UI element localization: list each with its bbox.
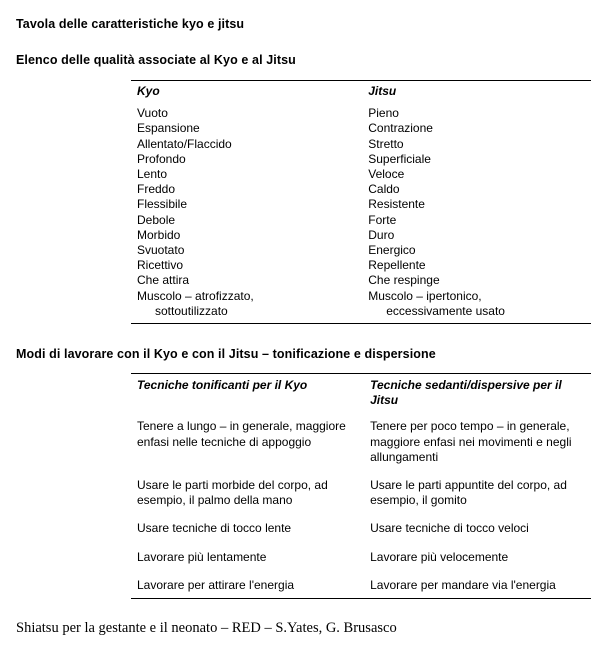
table-row [131, 243, 591, 258]
cell-sedating: Tenere per poco tempo – in generale, maggiore enfasi nei movimenti e negli allungamenti [370, 419, 572, 464]
page-title: Tavola delle caratteristiche kyo e jitsu [16, 17, 245, 31]
table-row [131, 544, 591, 572]
column-header-sedating: Tecniche sedanti/dispersive per il Jitsu [366, 374, 591, 414]
cell-jitsu: Contrazione [368, 121, 433, 136]
cell-jitsu-muscle-line2: eccessivamente usato [386, 303, 505, 318]
cell-kyo: Lento [137, 167, 168, 182]
cell-jitsu: Superficiale [368, 151, 431, 166]
table-row [131, 103, 591, 121]
cell-kyo: Ricettivo [137, 258, 184, 273]
section-heading-qualities: Elenco delle qualità associate al Kyo e al Jitsu [16, 53, 296, 67]
cell-kyo: Allentato/Flaccido [137, 136, 232, 151]
table-row [131, 152, 591, 167]
table-header-row [131, 81, 591, 104]
cell-jitsu: Repellente [368, 258, 426, 273]
cell-kyo: Svuotato [137, 243, 185, 258]
cell-kyo: Freddo [137, 182, 176, 197]
cell-jitsu: Veloce [368, 167, 405, 182]
table-row [131, 213, 591, 228]
cell-jitsu: Stretto [368, 136, 404, 151]
cell-kyo: Profondo [137, 151, 186, 166]
cell-tonifying: Lavorare per attirare l'energia [137, 577, 295, 592]
techniques-table-head [131, 374, 591, 414]
cell-kyo-muscle [131, 289, 364, 324]
cell-kyo: Espansione [137, 121, 200, 136]
cell-kyo-muscle-line2: sottoutilizzato [155, 303, 228, 318]
table-row [131, 515, 591, 543]
kyo-jitsu-table [131, 80, 591, 324]
table-row [131, 182, 591, 197]
cell-kyo: Vuoto [137, 106, 168, 121]
column-header-tonifying: Tecniche tonificanti per il Kyo [131, 374, 366, 414]
cell-sedating: Lavorare più velocemente [370, 549, 509, 564]
table-row-muscle [131, 289, 591, 324]
techniques-table [131, 373, 591, 599]
cell-sedating: Usare tecniche di tocco veloci [370, 521, 529, 536]
cell-jitsu: Caldo [368, 182, 400, 197]
table-row [131, 197, 591, 212]
cell-tonifying: Usare tecniche di tocco lente [137, 521, 292, 536]
kyo-jitsu-table-head [131, 81, 591, 104]
cell-tonifying: Usare le parti morbide del corpo, ad esempio, il palmo della mano [137, 478, 328, 508]
cell-sedating: Lavorare per mandare via l'energia [370, 577, 556, 592]
table-row [131, 137, 591, 152]
cell-kyo: Flessibile [137, 197, 188, 212]
section-heading-methods: Modi di lavorare con il Kyo e con il Jitsu – tonificazione e dispersione [16, 347, 436, 362]
cell-tonifying: Lavorare più lentamente [137, 549, 267, 564]
cell-kyo: Che attira [137, 273, 190, 288]
table-row [131, 228, 591, 243]
techniques-table-wrapper [131, 373, 591, 599]
table-row [131, 273, 591, 288]
table-row [131, 413, 591, 472]
cell-kyo: Debole [137, 212, 176, 227]
table-row [131, 121, 591, 136]
cell-kyo-muscle-line1: Muscolo – atrofizzato, [137, 288, 254, 303]
table-row [131, 167, 591, 182]
cell-jitsu: Duro [368, 227, 395, 242]
column-header-kyo: Kyo [131, 81, 364, 104]
column-header-jitsu: Jitsu [364, 81, 591, 104]
cell-jitsu: Energico [368, 243, 416, 258]
cell-sedating: Usare le parti appuntite del corpo, ad esempio, il gomito [370, 478, 567, 508]
table-header-row [131, 374, 591, 414]
cell-jitsu: Forte [368, 212, 397, 227]
kyo-jitsu-table-body [131, 103, 591, 323]
table-row [131, 572, 591, 599]
cell-jitsu-muscle-line1: Muscolo – ipertonico, [368, 288, 482, 303]
cell-jitsu: Pieno [368, 106, 399, 121]
cell-jitsu: Resistente [368, 197, 425, 212]
document-footer: Shiatsu per la gestante e il neonato – RED – S.Yates, G. Brusasco [16, 620, 397, 636]
cell-tonifying: Tenere a lungo – in generale, maggiore enfasi nelle tecniche di appoggio [137, 419, 346, 449]
table-row [131, 472, 591, 515]
cell-jitsu: Che respinge [368, 273, 440, 288]
techniques-table-body [131, 413, 591, 598]
kyo-jitsu-table-wrapper [131, 80, 591, 324]
cell-kyo: Morbido [137, 227, 181, 242]
cell-jitsu-muscle [364, 289, 591, 324]
table-row [131, 258, 591, 273]
